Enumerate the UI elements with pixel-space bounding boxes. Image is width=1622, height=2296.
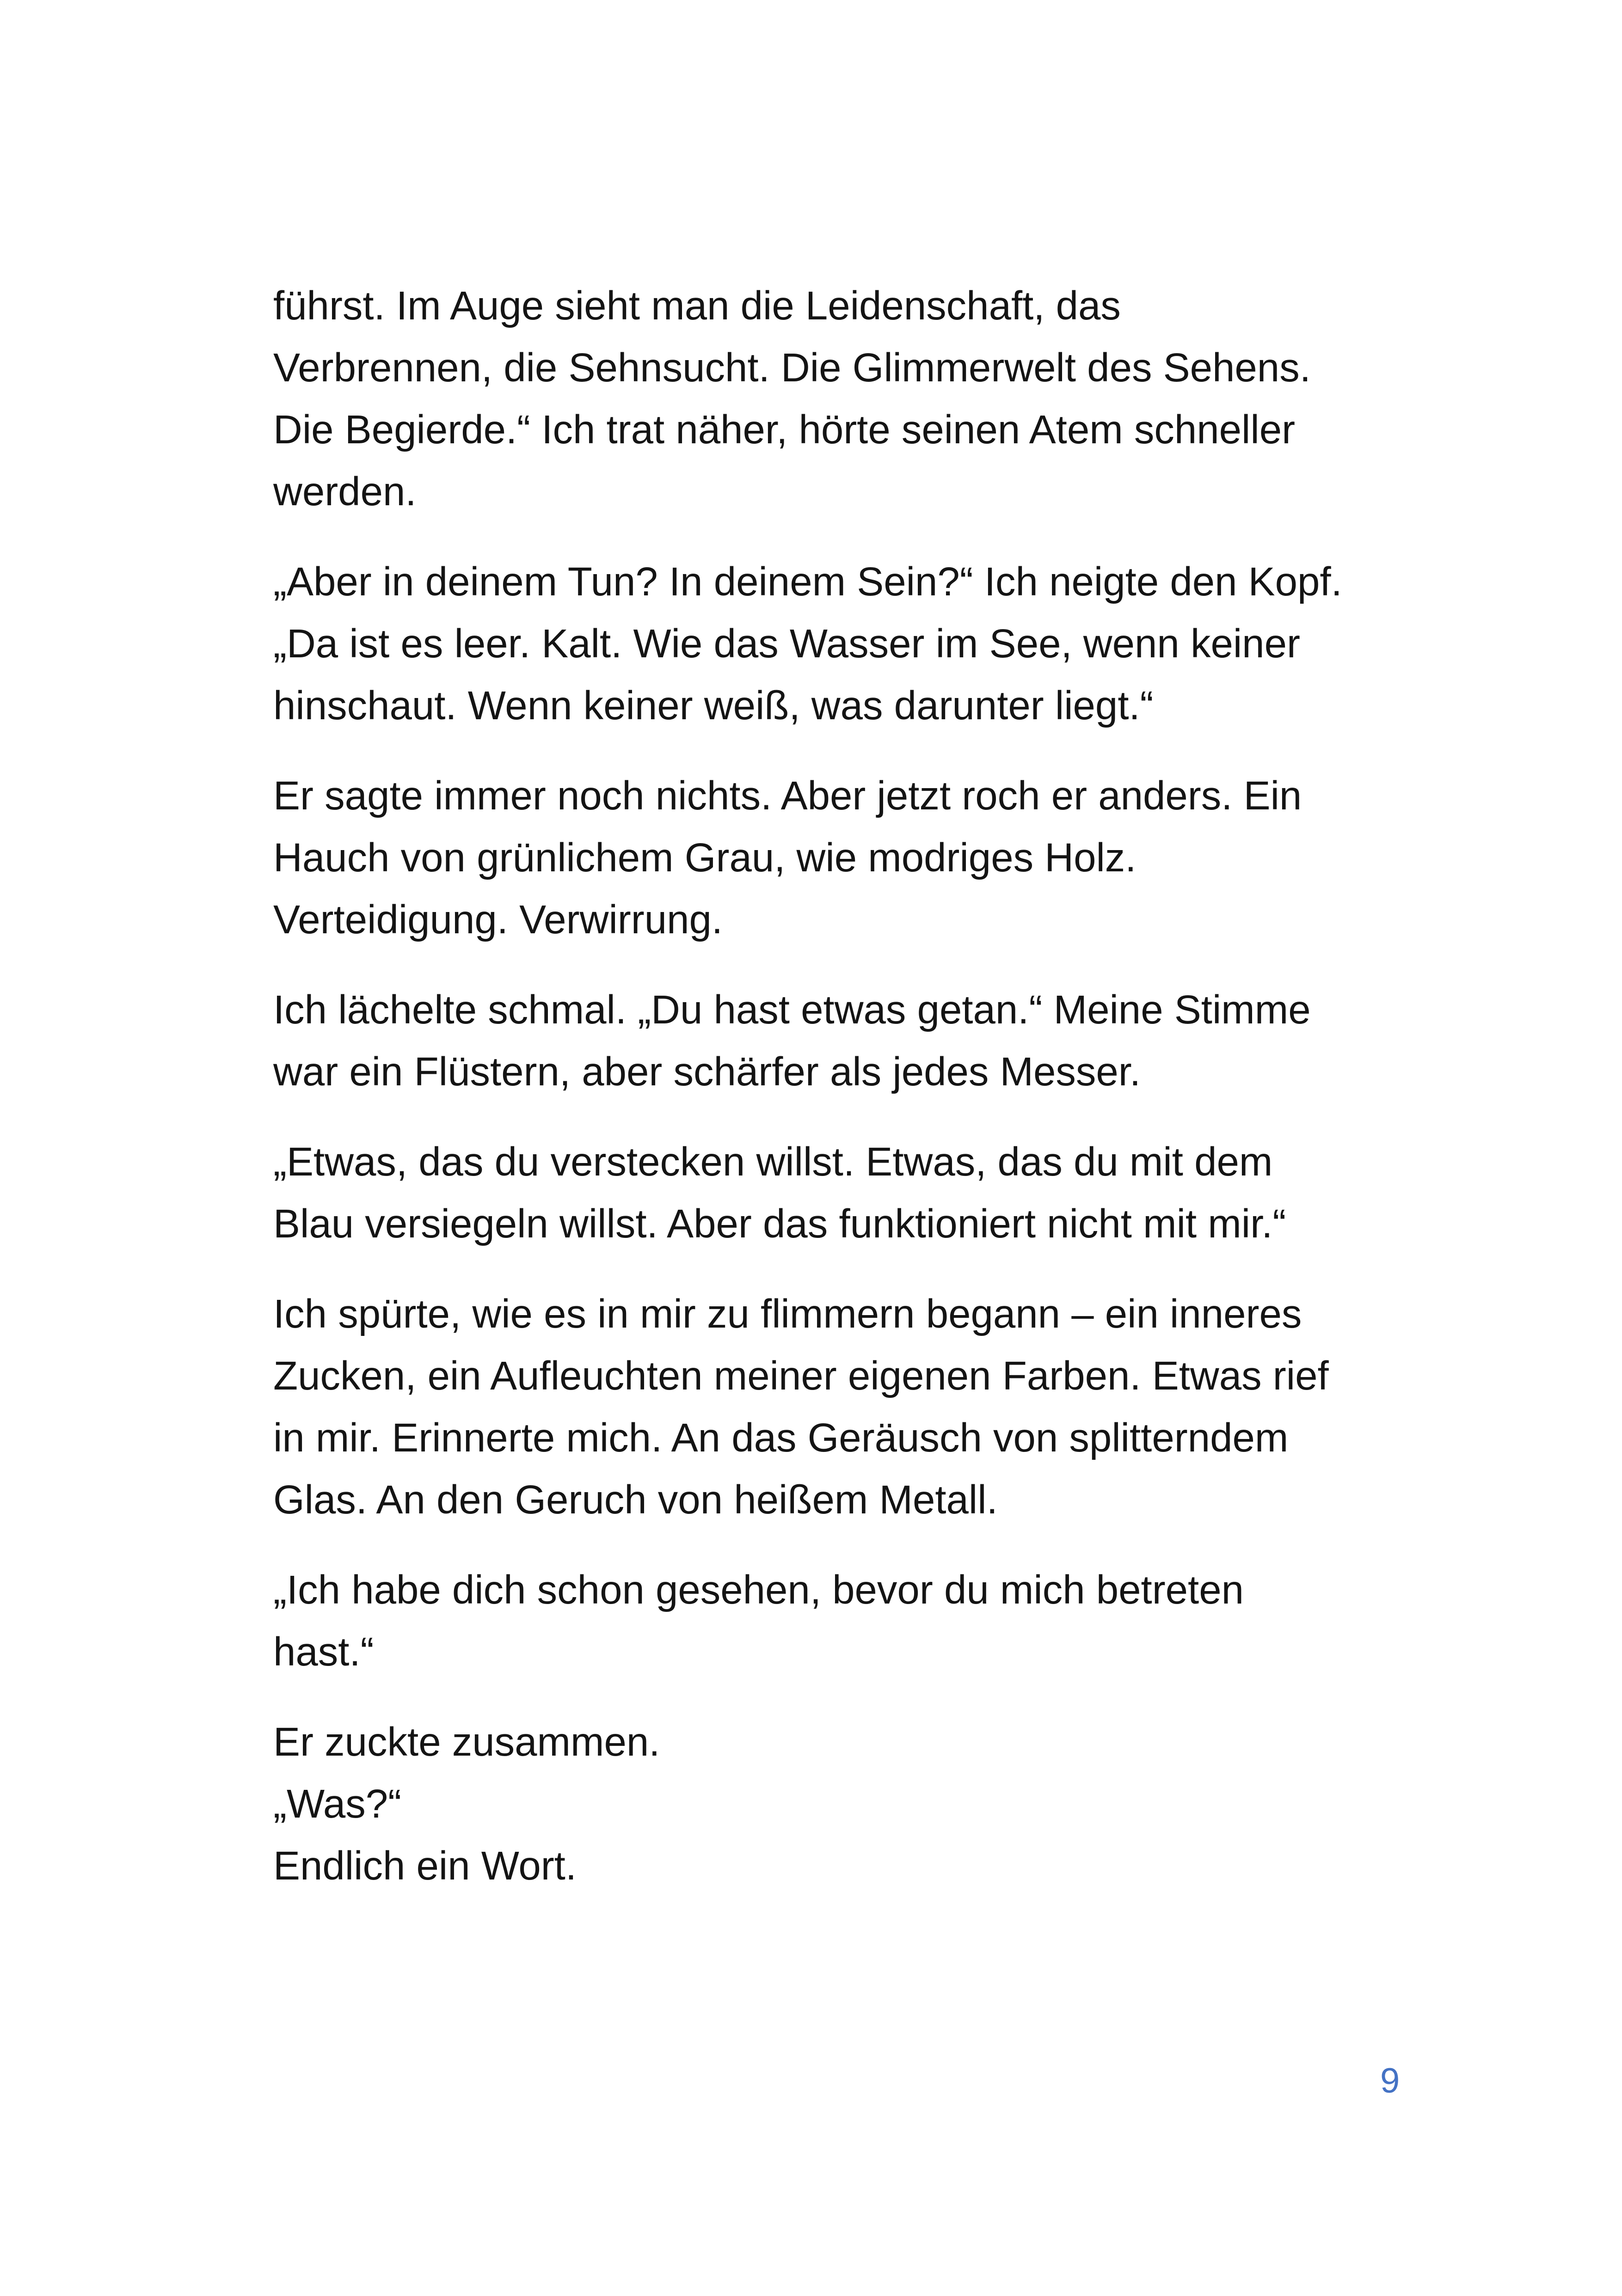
paragraph-8: Er zuckte zusammen. „Was?“ Endlich ein Wort. bbox=[273, 1720, 660, 1888]
paragraph-1: führst. Im Auge sieht man die Leidenschaft, das Verbrennen, die Sehnsucht. Die Glimmerwelt des Sehens. Die Begierde.“ Ich trat näher, hörte seinen Atem schneller werden. bbox=[273, 283, 1311, 514]
paragraph-7: „Ich habe dich schon gesehen, bevor du mich betreten hast.“ bbox=[273, 1567, 1244, 1674]
body-text bbox=[273, 275, 1429, 1897]
paragraph-6: Ich spürte, wie es in mir zu flimmern begann – ein inneres Zucken, ein Aufleuchten meiner eigenen Farben. Etwas rief in mir. Erinnerte mich. An das Geräusch von splitterndem Glas. An den Geruch von heißem Metall. bbox=[273, 1292, 1329, 1522]
paragraph-4: Ich lächelte schmal. „Du hast etwas getan.“ Meine Stimme war ein Flüstern, aber schärfer als jedes Messer. bbox=[273, 987, 1311, 1094]
paragraph-3: Er sagte immer noch nichts. Aber jetzt roch er anders. Ein Hauch von grünlichem Grau, wie modriges Holz. Verteidigung. Verwirrung. bbox=[273, 773, 1302, 942]
paragraph-5: „Etwas, das du verstecken willst. Etwas, das du mit dem Blau versiegeln willst. Aber das funktioniert nicht mit mir.“ bbox=[273, 1139, 1286, 1246]
page-number: 9 bbox=[1380, 2061, 1400, 2100]
paragraph-2: „Aber in deinem Tun? In deinem Sein?“ Ich neigte den Kopf. „Da ist es leer. Kalt. Wie das Wasser im See, wenn keiner hinschaut. Wenn keiner weiß, was darunter liegt.“ bbox=[273, 559, 1342, 728]
